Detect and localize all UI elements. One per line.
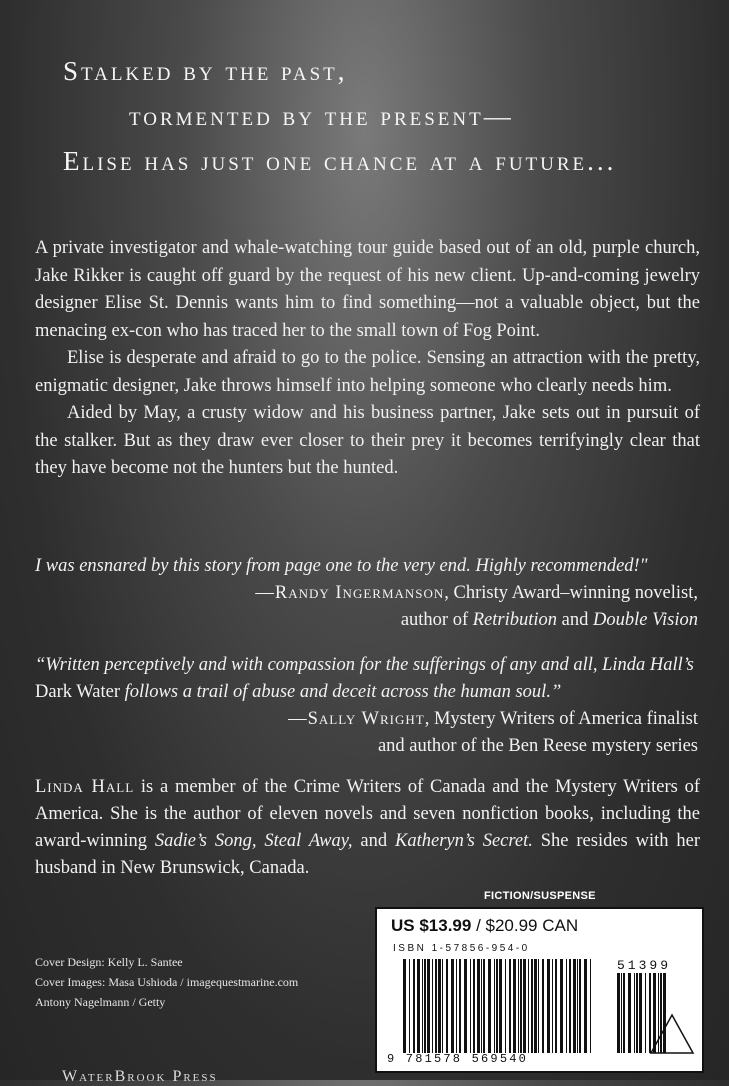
endorser-role-prefix: author of: [400, 610, 473, 630]
barcode-bar: [417, 959, 420, 1053]
book-blurb: [35, 235, 700, 483]
barcode-bar: [645, 973, 646, 1053]
barcode-bar: [628, 973, 631, 1053]
barcode-bar: [584, 959, 587, 1053]
barcode-bar: [438, 959, 441, 1053]
tagline-line-1: Stalked by the past,: [63, 56, 348, 86]
barcode-panel: [375, 907, 704, 1073]
barcode-bar: [639, 973, 642, 1053]
bio-text: She resides with her husband in New Brunswick, Canada.: [35, 831, 701, 878]
publisher-name: WaterBrook Press: [62, 1068, 218, 1085]
barcode-bar: [621, 973, 622, 1053]
barcode-bar: [464, 959, 467, 1053]
quote-part: “Written perceptively and with compassion for the sufferings of any and all, Linda Hall’s: [35, 655, 694, 675]
endorsement-ingermanson: [35, 553, 700, 634]
author-name: Linda Hall: [35, 777, 135, 797]
barcode-bar: [534, 959, 537, 1053]
price-can: / $20.99 CAN: [471, 916, 579, 935]
endorsement-attribution-line-2: [35, 607, 700, 634]
barcode-bar: [552, 959, 553, 1053]
barcode-bar: [569, 959, 571, 1053]
author-bio: [35, 774, 700, 882]
price-code: 51399: [617, 958, 672, 973]
barcode-bar: [531, 959, 533, 1053]
barcode-main: [403, 959, 593, 1053]
conjunction: and: [352, 831, 396, 851]
barcode-bar: [483, 959, 485, 1053]
barcode-bar: [456, 959, 457, 1053]
barcode-bar: [488, 959, 491, 1053]
barcode-bar: [403, 959, 406, 1053]
endorsement-wright: [35, 652, 700, 760]
barcode-bar: [577, 959, 578, 1053]
barcode-bar: [496, 959, 498, 1053]
barcode-bar: [422, 959, 423, 1053]
endorsement-quote: I was ensnared by this story from page one to the very end. Highly recommended!": [35, 556, 648, 576]
blurb-paragraph-1: A private investigator and whale-watching tour guide based out of an old, purple church, Jake Rikker is caught off guard by the request of his new client. Up-and-coming jewelry designer Elise St. Dennis wants him to find something—not a valuable object, but the menacing ex-con who has traced her to the small town of Fog Point.: [35, 238, 700, 341]
tagline-line-2: tormented by the present—: [129, 101, 514, 131]
barcode-bar: [459, 959, 461, 1053]
book-title: Sadie’s Song, Steal Away,: [154, 831, 353, 851]
barcode-bar: [409, 959, 410, 1053]
credit-line: Cover Images: Masa Ushioda / imagequestmarine.com: [35, 975, 299, 989]
barcode-bar: [505, 959, 506, 1053]
genre-label: FICTION/SUSPENSE: [484, 890, 596, 902]
barcode-bar: [499, 959, 502, 1053]
barcode-bar: [470, 959, 471, 1053]
isbn: ISBN 1-57856-954-0: [393, 943, 530, 954]
barcode-bar: [579, 959, 581, 1053]
blurb-paragraph-2: Elise is desperate and afraid to go to the police. Sensing an attraction with the pretty, enigmatic designer, Jake throws himself into helping someone who clearly needs him.: [35, 348, 700, 396]
barcode-bar: [538, 959, 539, 1053]
quoted-book-title: Dark Water: [35, 682, 125, 702]
price: [391, 916, 578, 936]
barcode-bar: [477, 959, 480, 1053]
barcode-bar: [542, 959, 544, 1053]
bio-text: is a member of the Crime Writers of Canada and the Mystery Writers of America. She is the author of eleven novels and seven nonfiction books, including the award-winning: [35, 777, 700, 851]
credit-line: Antony Nagelmann / Getty: [35, 995, 166, 1009]
barcode-bar: [473, 959, 475, 1053]
barcode-bar: [566, 959, 567, 1053]
barcode-bar: [427, 959, 430, 1053]
barcode-bar: [560, 959, 563, 1053]
endorser-role: , Mystery Writers of America finalist: [424, 709, 698, 729]
quote-part: follows a trail of abuse and deceit across the human soul.”: [124, 682, 562, 702]
barcode-bar: [509, 959, 511, 1053]
endorsement-attribution-line-2: and author of the Ben Reese mystery series: [377, 736, 698, 756]
barcode-bar: [481, 959, 482, 1053]
barcode-bar: [573, 959, 576, 1053]
barcode-bar: [523, 959, 526, 1053]
credit-line: Cover Design: Kelly L. Santee: [35, 955, 183, 969]
barcode-bar: [590, 959, 591, 1053]
price-us: US $13.99: [391, 916, 472, 935]
barcode-bar: [442, 959, 443, 1053]
triangle-icon: [647, 1007, 697, 1061]
barcode-bar: [432, 959, 433, 1053]
barcode-bar: [528, 959, 529, 1053]
cover-credits: [35, 952, 298, 1012]
barcode-bar: [520, 959, 522, 1053]
book-title: Retribution: [472, 610, 558, 630]
endorsement-quote: [35, 652, 700, 706]
book-title: Katheryn’s Secret.: [395, 831, 533, 851]
barcode-bar: [617, 973, 620, 1053]
barcode-bar: [623, 973, 625, 1053]
barcode-bar: [555, 959, 557, 1053]
barcode-bar: [424, 959, 426, 1053]
blurb-paragraph-3: Aided by May, a crusty widow and his business partner, Jake sets out in pursuit of the stalker. But as they draw ever closer to their prey it becomes terrifyingly clear that they have become not the hunters but the hunted.: [35, 403, 700, 478]
tagline-line-3: Elise has just one chance at a future...: [63, 146, 617, 176]
barcode-bar: [518, 959, 519, 1053]
conjunction: and: [557, 610, 593, 630]
endorsement-attribution: [35, 580, 700, 607]
endorsement-attribution: [35, 706, 700, 733]
endorser-name: —Sally Wright: [288, 709, 425, 729]
barcode-bar: [413, 959, 415, 1053]
book-title: Double Vision: [593, 610, 698, 630]
barcode-bar: [446, 959, 448, 1053]
barcode-number: 9 781578 569540: [387, 1052, 529, 1066]
endorser-name: —Randy Ingermanson: [255, 583, 445, 603]
barcode-bar: [494, 959, 495, 1053]
barcode-bar: [451, 959, 454, 1053]
barcode-bar: [435, 959, 437, 1053]
barcode-bar: [634, 973, 635, 1053]
barcode-bar: [513, 959, 516, 1053]
barcode-bar: [547, 959, 550, 1053]
endorser-role: , Christy Award–winning novelist,: [444, 583, 698, 603]
barcode-bar: [636, 973, 638, 1053]
